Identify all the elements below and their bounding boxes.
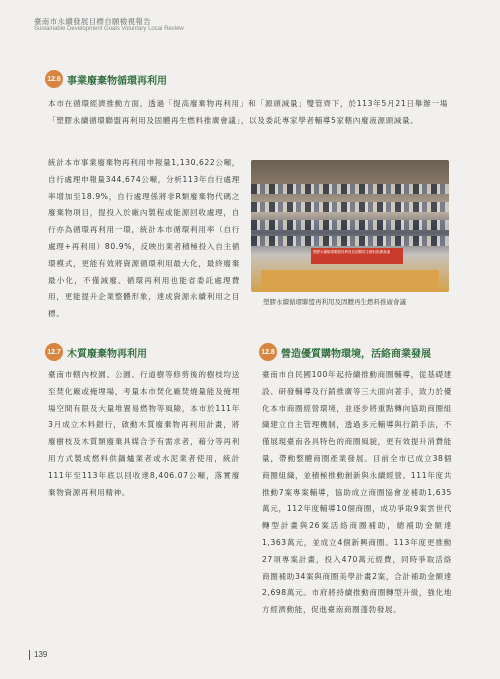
section-12-7-heading xyxy=(45,343,147,361)
meeting-photo xyxy=(251,160,449,292)
section-title: 營造優質購物環境，活絡商業發展 xyxy=(281,348,431,360)
report-title: 臺南市永續發展目標自願檢視報告 xyxy=(34,17,151,26)
page-number: 139 xyxy=(34,650,48,659)
photo-table xyxy=(261,270,439,292)
section-12-6-intro: 本市在循環經濟推動方面，透過「提高廢棄物再利用」和「源頭減量」雙管齊下，於113年5月21日舉辦一場「塑膠永續循環聯盟再利用及固體再生燃料推廣會議」，以及委託專家學者輔導5家轄內廢液源頭減量。 xyxy=(48,99,448,125)
section-number-badge: 12.8 xyxy=(259,343,277,361)
report-subtitle: Sustainable Development Goals Voluntary Local Review xyxy=(34,26,184,32)
section-title: 木質廢棄物再利用 xyxy=(67,348,147,360)
section-12-8-body: 臺南市自民國100年起持續推動商圈輔導，從基礎建設、研發輔導及行銷推廣等三大面向著手，致力於優化本市商圈經營環境，並逐步將重點轉向協助商圈組織建立自主管理機制，透過多元輔導與行銷手法，不僅展現臺南各具特色的商圈風貌，更有效提升消費能量，帶動整體商圈產業發展。目前全市已成立38個商圈組織，並積極推動創新與永續經營。111年度共推動7案專案輔導，協助成立商圈協會並補助1,635萬元，112年度輔導10個商圈，成功爭取9案雲世代轉型計畫與26案活絡商圈補助，總補助金額達1,363萬元，並成立4個新興商圈。113年度更推動27項專案計畫，投入470萬元經費，同時爭取活絡商圈補助34案與商圈美學計畫2案，合計補助金額達2,698萬元。市府將持續推動商圈轉型升級，強化地方經濟動能，促進臺南商圈蓬勃發展。 xyxy=(262,370,452,615)
section-12-6-heading xyxy=(45,70,167,88)
photo-caption: 塑膠永續循環聯盟再利用及固體再生燃料推廣會議 xyxy=(263,298,406,306)
page-number-bar xyxy=(29,650,30,660)
section-number-badge: 12.7 xyxy=(45,343,63,361)
photo-banner: 塑膠永續循環聯盟再利用及固體再生燃料推廣會議 xyxy=(311,248,403,264)
section-12-8-heading xyxy=(259,343,431,361)
section-title: 事業廢棄物循環再利用 xyxy=(67,75,167,87)
section-12-6-body: 統計本市事業廢棄物再利用申報量1,130,622公噸，自行處理申報量344,674公噸，分析113年自行處理率增加至18.9%，自行處理係將非R類廢棄物代碼之廢棄物項目，提投入於廠內製程或能源回收處理，自行亦為循環再利用一環，統計本市循環利用率（自行處理+再利用）80.9%，反映出業者積極投入自主循環模式，更能有效將資源循環利用最大化，最終廢棄最小化，不僅減廢、循環再利用也能省委託處理費用，更能提升企業整體形象，達成資源永續利用之目標。 xyxy=(48,158,240,319)
section-number-badge: 12.6 xyxy=(45,70,63,88)
section-12-7-body: 臺南市轄內校園、公園、行道樹等修剪後的樹枝均送至焚化廠或掩埋場，考量本市焚化廠焚燒量能及掩埋場空間有限及大量堆置易燃物等風險，本市於111年3月成立木料銀行，啟動木質廢棄物再利用計畫，將廢樹枝及木質類廢棄具媒合予有需求者，藉分等再利用方式製成燃料供鍋爐業者或水泥業者使用，統計111年至113年底以回收達8,406.07公噸，落實廢棄物資源再利用精神。 xyxy=(48,370,240,497)
